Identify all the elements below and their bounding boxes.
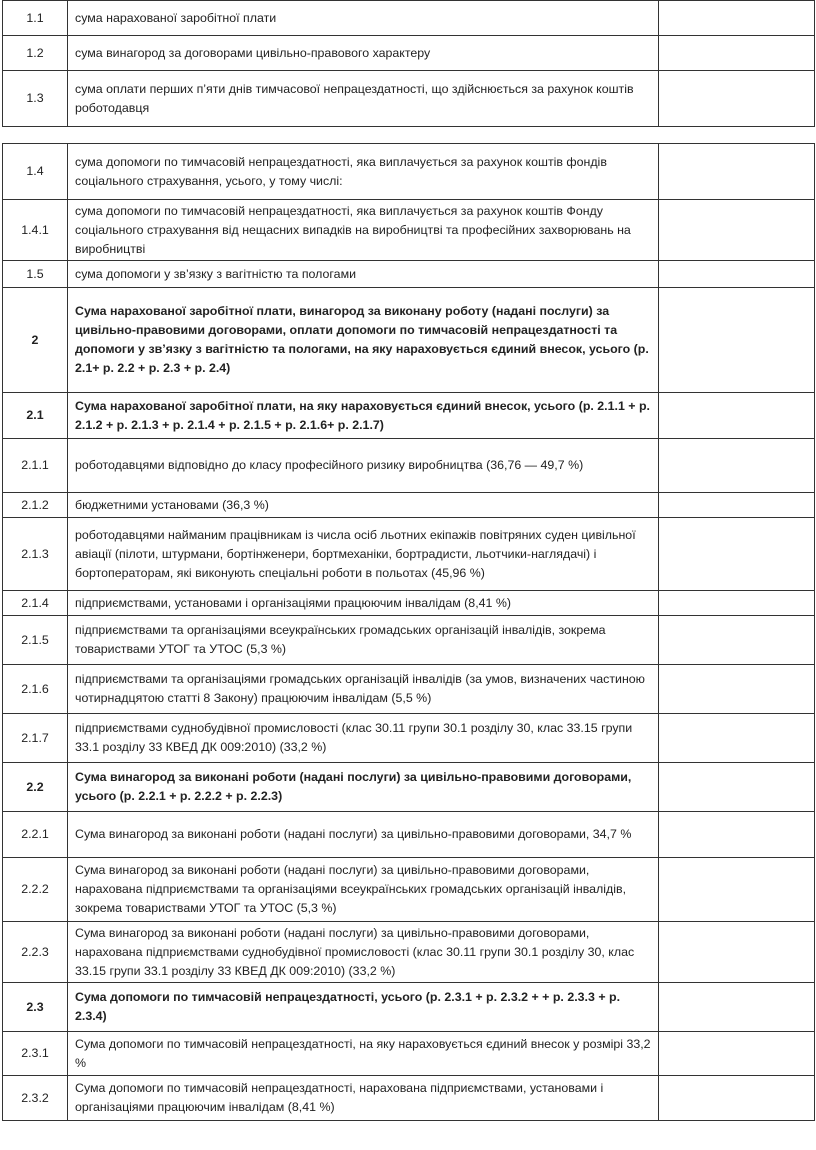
row-number: 1.1: [3, 1, 68, 36]
row-value-cell[interactable]: [659, 858, 815, 922]
table-row: [3, 144, 815, 200]
row-number: 2.3.1: [3, 1032, 68, 1076]
table-row: [3, 439, 815, 493]
table-row: [3, 591, 815, 616]
row-value-cell[interactable]: [659, 1032, 815, 1076]
row-value-cell[interactable]: [659, 1, 815, 36]
row-value-cell[interactable]: [659, 1076, 815, 1121]
row-number: 1.3: [3, 71, 68, 127]
row-description: Сума допомоги по тимчасовій непрацездатності, на яку нараховується єдиний внесок у розмірі 33,2 %: [68, 1032, 659, 1076]
row-number: 2.2.2: [3, 858, 68, 922]
row-description: Сума винагород за виконані роботи (надані послуги) за цивільно-правовими договорами, нарахована підприємствами суднобудівної промисловості (клас 30.11 групи 30.1 розділу 30, клас 33.15 групи 33.1 розділу 33 КВЕД ДК 009:2010) (33,2 %): [68, 922, 659, 983]
row-number: 2.1.6: [3, 665, 68, 714]
table-row: [3, 393, 815, 439]
row-description: Сума нарахованої заробітної плати, на яку нараховується єдиний внесок, усього (р. 2.1.1 + р. 2.1.2 + р. 2.1.3 + р. 2.1.4 + р. 2.1.5 + р. 2.1.6+ р. 2.1.7): [68, 393, 659, 439]
row-description: бюджетними установами (36,3 %): [68, 493, 659, 518]
row-description: Сума допомоги по тимчасовій непрацездатності, усього (р. 2.3.1 + р. 2.3.2 + + р. 2.3.3 + р. 2.3.4): [68, 983, 659, 1032]
row-number: 2.1.5: [3, 616, 68, 665]
row-value-cell[interactable]: [659, 288, 815, 393]
table-row: [3, 714, 815, 763]
table-row: [3, 616, 815, 665]
row-description: підприємствами, установами і організаціями працюючим інвалідам (8,41 %): [68, 591, 659, 616]
row-description: підприємствами та організаціями громадських організацій інвалідів (за умов, визначених частиною чотирнадцятою статті 8 Закону) працюючим інвалідам (5,5 %): [68, 665, 659, 714]
row-number: 2.2.3: [3, 922, 68, 983]
row-value-cell[interactable]: [659, 665, 815, 714]
row-number: 2.3.2: [3, 1076, 68, 1121]
row-description: Сума нарахованої заробітної плати, винагород за виконану роботу (надані послуги) за цивільно-правовими договорами, оплати допомоги по тимчасовій непрацездатності та допомоги у зв’язку з вагітністю та пологами, на яку нараховується єдиний внесок, усього (р. 2.1+ р. 2.2 + р. 2.3 + р. 2.4): [68, 288, 659, 393]
row-value-cell[interactable]: [659, 983, 815, 1032]
row-description: Сума винагород за виконані роботи (надані послуги) за цивільно-правовими договорами, нарахована підприємствами та організаціями всеукраїнських громадських організацій інвалідів, зокрема товариствами УТОГ та УТОС (5,3 %): [68, 858, 659, 922]
table-row: [3, 812, 815, 858]
row-number: 2.1.4: [3, 591, 68, 616]
table-row: [3, 71, 815, 127]
row-description: Сума винагород за виконані роботи (надані послуги) за цивільно-правовими договорами, 34,7 %: [68, 812, 659, 858]
row-description: роботодавцями відповідно до класу професійного ризику виробництва (36,76 — 49,7 %): [68, 439, 659, 493]
row-description: сума винагород за договорами цивільно-правового характеру: [68, 36, 659, 71]
row-number: 2.2: [3, 763, 68, 812]
row-value-cell[interactable]: [659, 71, 815, 127]
table-row: [3, 1, 815, 36]
table-row: [3, 763, 815, 812]
row-description: сума допомоги по тимчасовій непрацездатності, яка виплачується за рахунок коштів фондів соціального страхування, усього, у тому числі:: [68, 144, 659, 200]
row-description: сума допомоги по тимчасовій непрацездатності, яка виплачується за рахунок коштів Фонду соціального страхування від нещасних випадків на виробництві та професійних захворювань на виробництві: [68, 200, 659, 261]
row-description: підприємствами суднобудівної промисловості (клас 30.11 групи 30.1 розділу 30, клас 33.15 групи 33.1 розділу 33 КВЕД ДК 009:2010) (33,2 %): [68, 714, 659, 763]
contribution-table-top: [2, 0, 815, 127]
row-number: 2.2.1: [3, 812, 68, 858]
row-number: 2.1.1: [3, 439, 68, 493]
row-description: Сума допомоги по тимчасовій непрацездатності, нарахована підприємствами, установами і організаціями працюючим інвалідам (8,41 %): [68, 1076, 659, 1121]
row-number: 2.1: [3, 393, 68, 439]
row-description: сума допомоги у зв’язку з вагітністю та пологами: [68, 261, 659, 288]
row-number: 2.1.3: [3, 518, 68, 591]
table-row: [3, 858, 815, 922]
row-value-cell[interactable]: [659, 714, 815, 763]
row-value-cell[interactable]: [659, 518, 815, 591]
table-row: [3, 983, 815, 1032]
row-value-cell[interactable]: [659, 616, 815, 665]
row-number: 2: [3, 288, 68, 393]
row-number: 1.2: [3, 36, 68, 71]
row-number: 2.1.2: [3, 493, 68, 518]
table-row: [3, 518, 815, 591]
table-row: [3, 493, 815, 518]
row-description: Сума винагород за виконані роботи (надані послуги) за цивільно-правовими договорами, усього (р. 2.2.1 + р. 2.2.2 + р. 2.2.3): [68, 763, 659, 812]
table-row: [3, 288, 815, 393]
row-number: 2.3: [3, 983, 68, 1032]
row-value-cell[interactable]: [659, 439, 815, 493]
row-description: сума нарахованої заробітної плати: [68, 1, 659, 36]
table-row: [3, 1076, 815, 1121]
table-row: [3, 1032, 815, 1076]
table-row: [3, 922, 815, 983]
row-value-cell[interactable]: [659, 393, 815, 439]
row-description: сума оплати перших п’яти днів тимчасової непрацездатності, що здійснюється за рахунок коштів роботодавця: [68, 71, 659, 127]
contribution-table-main: [2, 143, 815, 1121]
row-description: роботодавцями найманим працівникам із числа осіб льотних екіпажів повітряних суден цивільної авіації (пілоти, штурмани, бортінженери, бортмеханіки, бортрадисти, льотчики-наглядачі) і бортоператорам, які виконують спеціальні роботи в польотах (45,96 %): [68, 518, 659, 591]
row-value-cell[interactable]: [659, 493, 815, 518]
row-description: підприємствами та організаціями всеукраїнських громадських організацій інвалідів, зокрема товариствами УТОГ та УТОС (5,3 %): [68, 616, 659, 665]
row-value-cell[interactable]: [659, 812, 815, 858]
row-value-cell[interactable]: [659, 922, 815, 983]
row-value-cell[interactable]: [659, 36, 815, 71]
row-value-cell[interactable]: [659, 261, 815, 288]
row-number: 1.5: [3, 261, 68, 288]
row-number: 1.4: [3, 144, 68, 200]
table-row: [3, 261, 815, 288]
row-value-cell[interactable]: [659, 144, 815, 200]
table-row: [3, 200, 815, 261]
row-number: 2.1.7: [3, 714, 68, 763]
row-value-cell[interactable]: [659, 763, 815, 812]
table-row: [3, 665, 815, 714]
row-number: 1.4.1: [3, 200, 68, 261]
row-value-cell[interactable]: [659, 591, 815, 616]
table-row: [3, 36, 815, 71]
row-value-cell[interactable]: [659, 200, 815, 261]
